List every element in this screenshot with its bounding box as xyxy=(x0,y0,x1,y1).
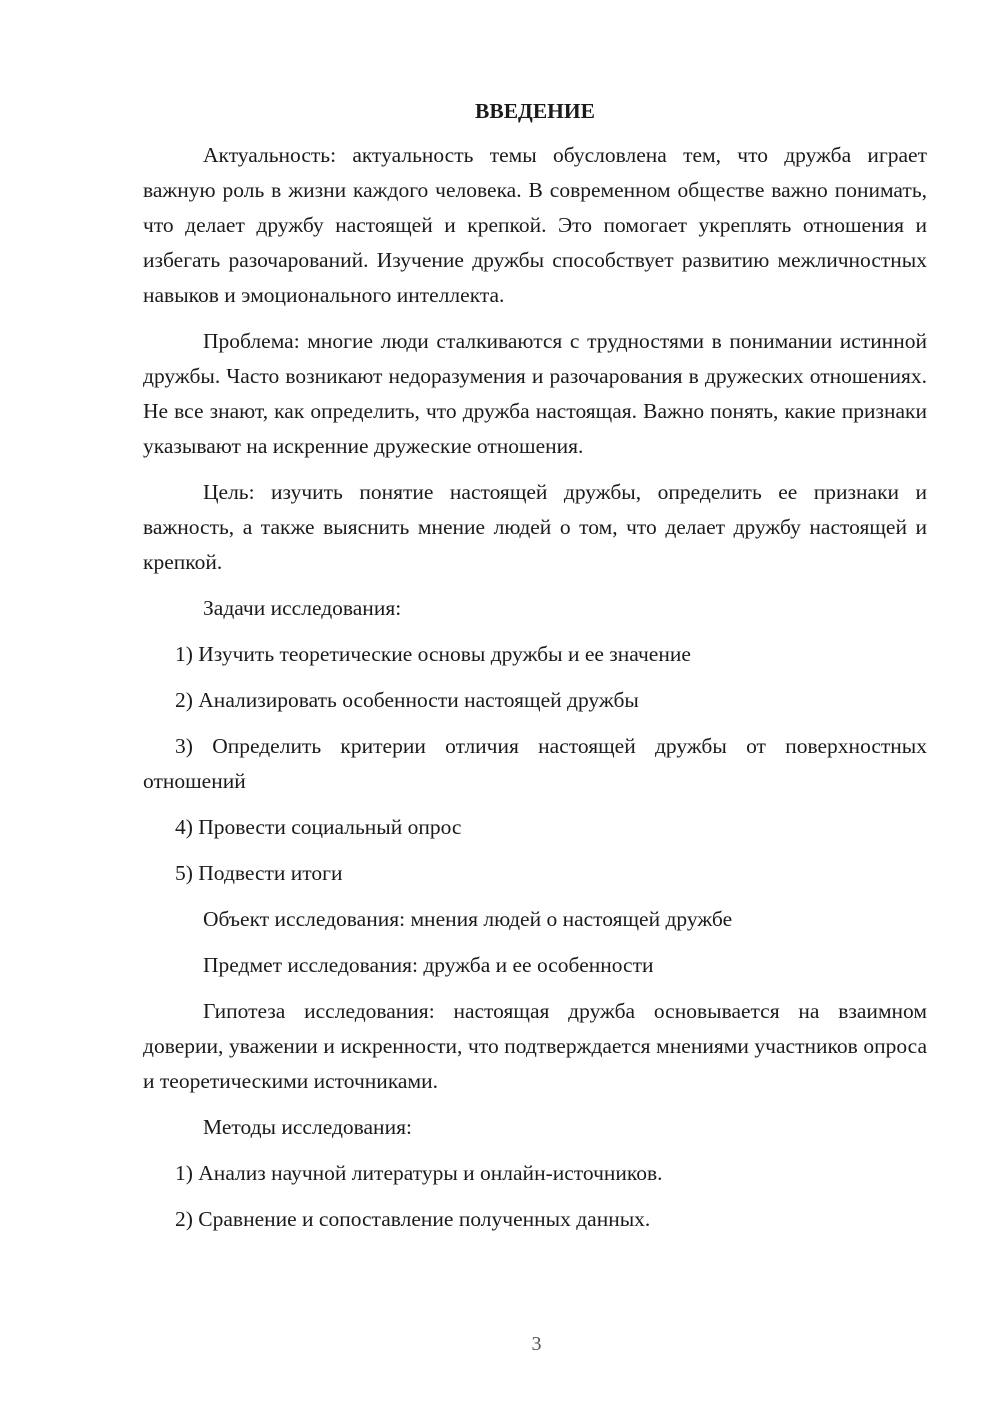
task-item: 4) Провести социальный опрос xyxy=(175,815,462,839)
object-paragraph: Объект исследования: мнения людей о настоящей дружбе xyxy=(203,907,733,931)
tasks-heading: Задачи исследования: xyxy=(203,596,402,620)
task-item: 1) Изучить теоретические основы дружбы и ее значение xyxy=(175,642,691,666)
problem-paragraph: Проблема: многие люди сталкиваются с трудностями в понимании истинной дружбы. Часто возникают недоразумения и разочарования в дружеских отношениях. Не все знают, как определить, что дружба настоящая. Важно понять, какие признаки указывают на искренние дружеские отношения. xyxy=(143,329,927,458)
relevance-paragraph: Актуальность: актуальность темы обусловлена тем, что дружба играет важную роль в жизни каждого человека. В современном обществе важно понимать, что делает дружбу настоящей и крепкой. Это помогает укреплять отношения и избегать разочарований. Изучение дружбы способствует развитию межличностных навыков и эмоционального интеллекта. xyxy=(143,143,927,307)
page-content xyxy=(143,95,927,1248)
hypothesis-paragraph: Гипотеза исследования: настоящая дружба основывается на взаимном доверии, уважении и искренности, что подтверждается мнениями участников опроса и теоретическими источниками. xyxy=(143,999,927,1093)
methods-heading: Методы исследования: xyxy=(203,1115,412,1139)
task-item: 5) Подвести итоги xyxy=(175,861,343,885)
task-item: 2) Анализировать особенности настоящей дружбы xyxy=(175,688,639,712)
method-item: 1) Анализ научной литературы и онлайн-источников. xyxy=(175,1161,663,1185)
page-number: 3 xyxy=(531,1333,542,1355)
task-item: 3) Определить критерии отличия настоящей дружбы от поверхностных отношений xyxy=(143,734,927,793)
goal-paragraph: Цель: изучить понятие настоящей дружбы, определить ее признаки и важность, а также выяснить мнение людей о том, что делает дружбу настоящей и крепкой. xyxy=(143,480,927,574)
section-title: ВВЕДЕНИЕ xyxy=(475,99,595,123)
method-item: 2) Сравнение и сопоставление полученных данных. xyxy=(175,1207,651,1231)
subject-paragraph: Предмет исследования: дружба и ее особенности xyxy=(203,953,654,977)
